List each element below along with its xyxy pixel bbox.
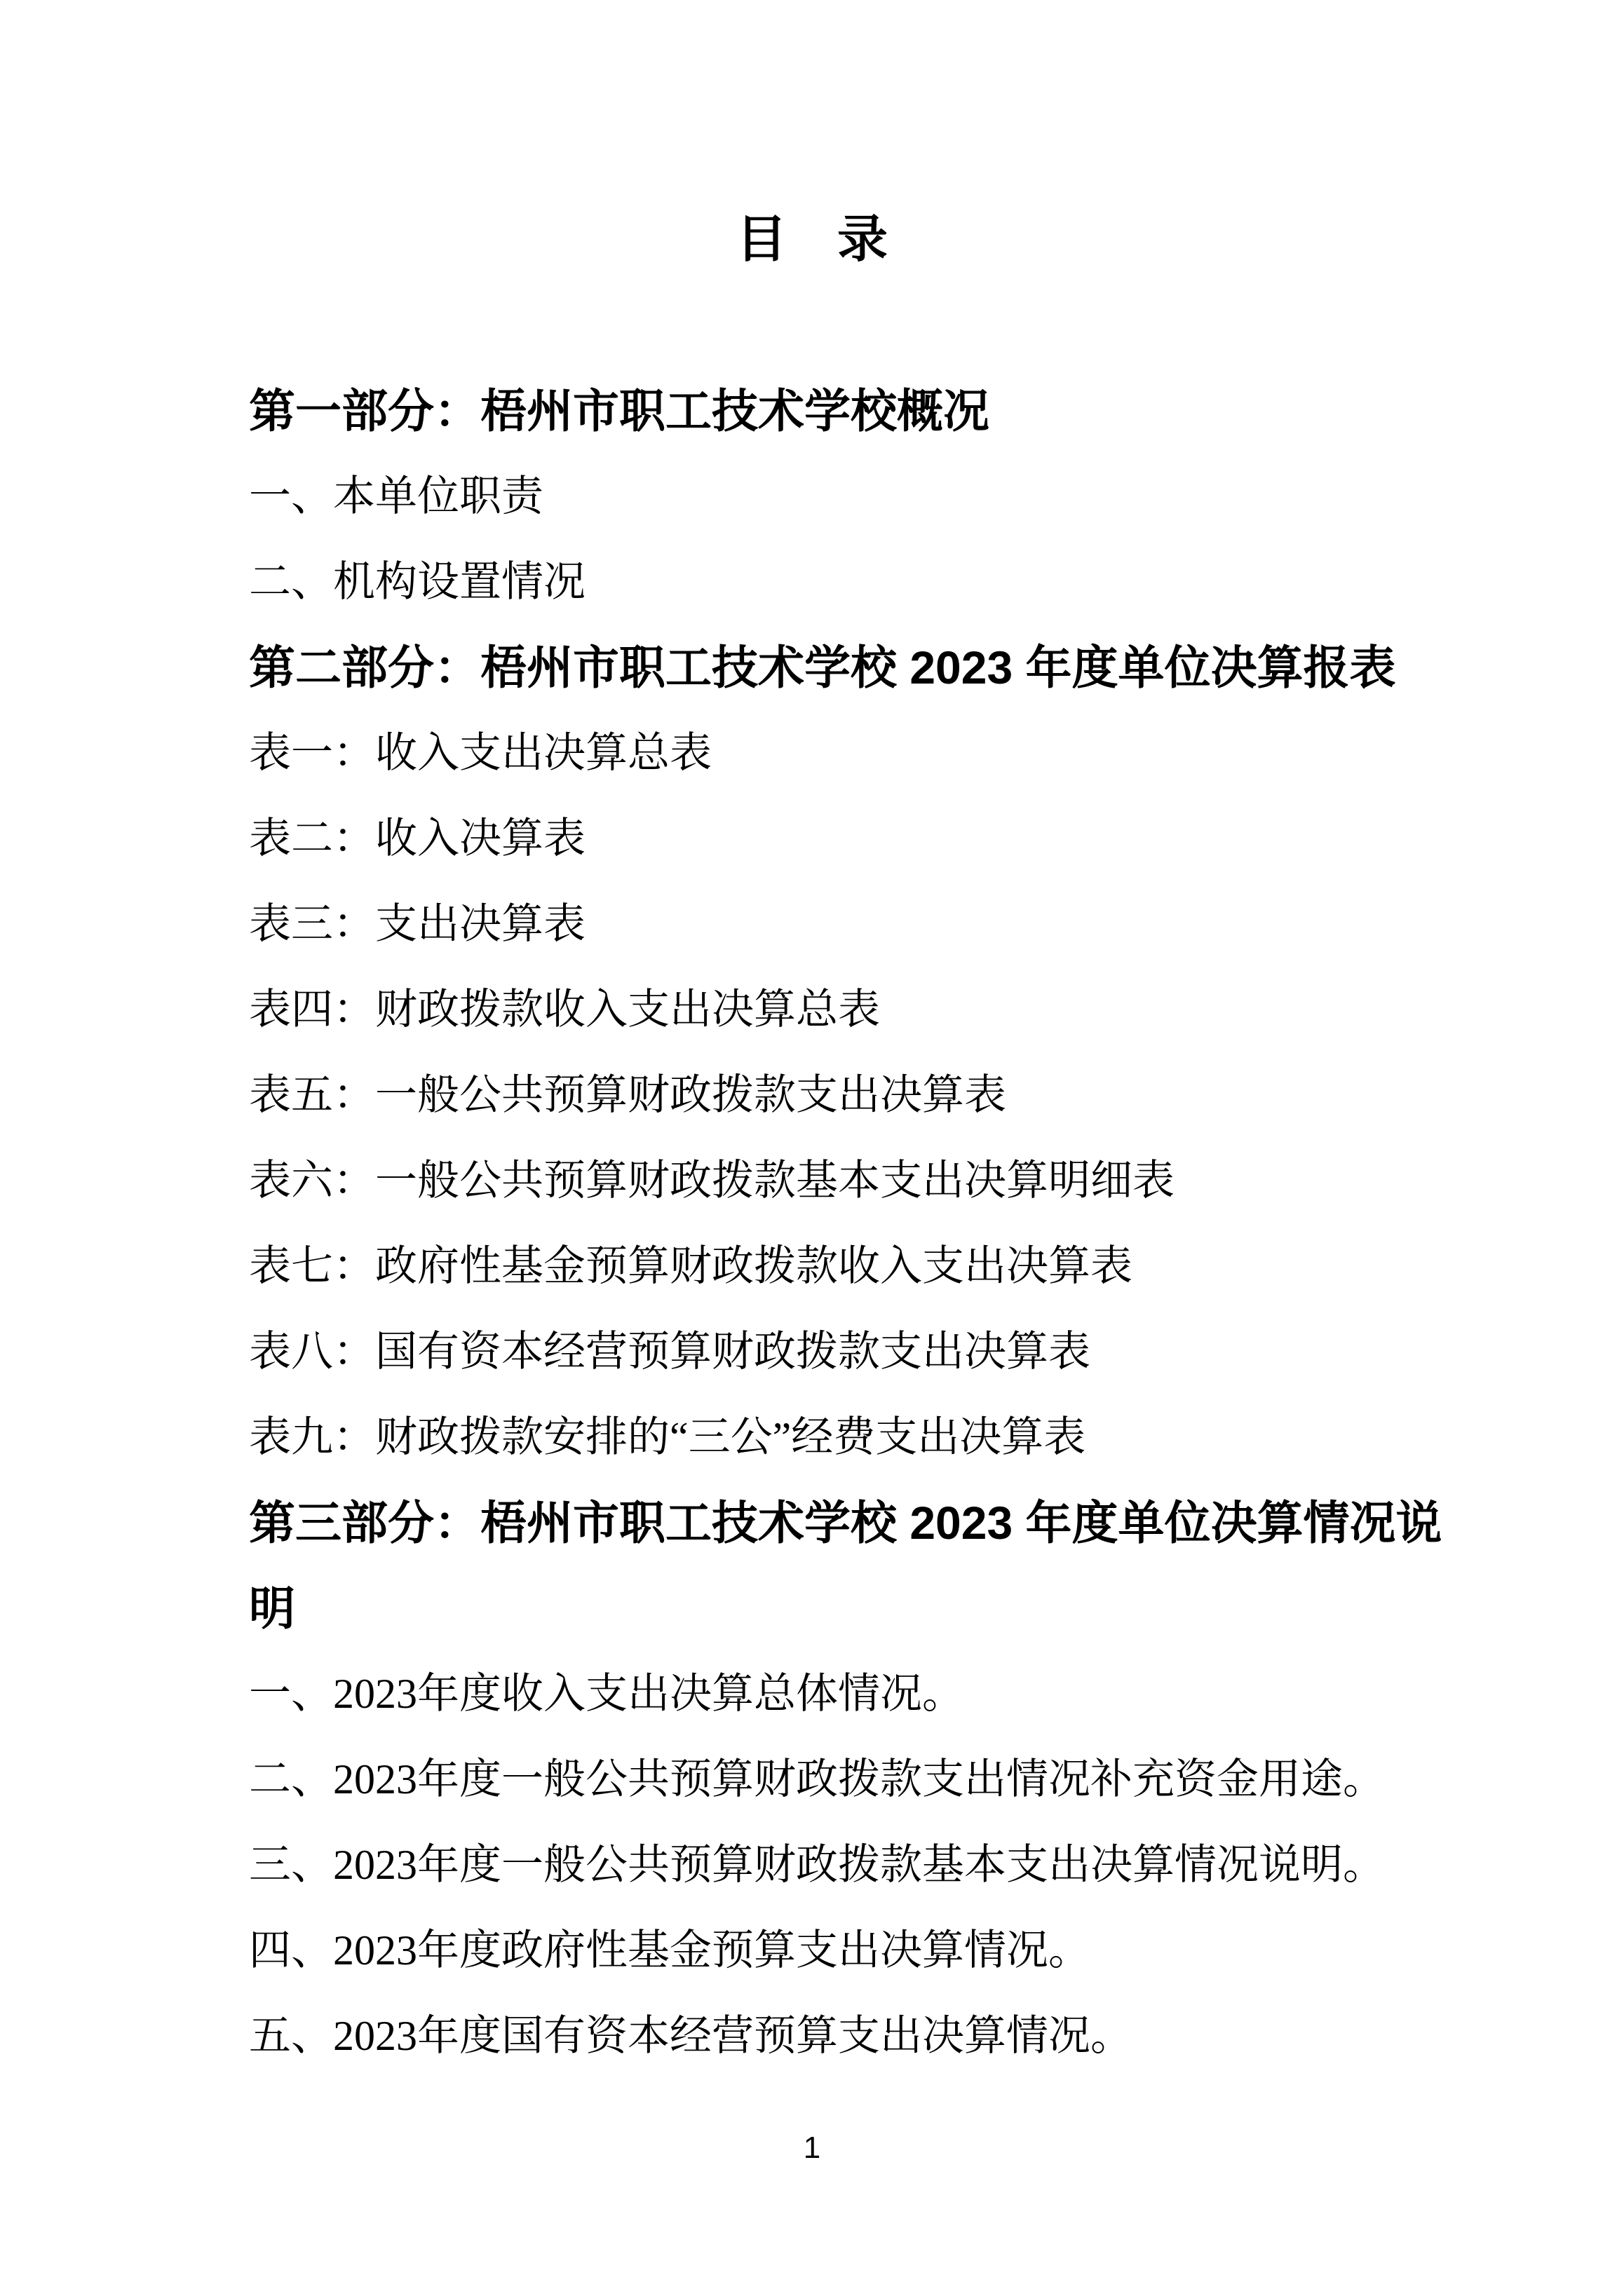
toc-part3-heading-line1: 第三部分：梧州市职工技术学校 2023 年度单位决算情况说 bbox=[249, 1497, 1442, 1549]
toc-entry: 一、2023年度收入支出决算总体情况。 bbox=[249, 1671, 964, 1717]
toc-part1-heading: 第一部分：梧州市职工技术学校概况 bbox=[249, 385, 989, 437]
page-title: 目 录 bbox=[736, 212, 888, 268]
toc-entry: 表八：国有资本经营预算财政拨款支出决算表 bbox=[249, 1329, 1090, 1375]
toc-entry: 五、2023年度国有资本经营预算支出决算情况。 bbox=[249, 2013, 1132, 2059]
toc-list bbox=[249, 368, 1442, 2079]
toc-entry: 二、2023年度一般公共预算财政拨款支出情况补充资金用途。 bbox=[249, 1756, 1385, 1802]
toc-entry: 表九：财政拨款安排的“三公”经费支出决算表 bbox=[249, 1414, 1086, 1460]
toc-entry: 四、2023年度政府性基金预算支出决算情况。 bbox=[249, 1927, 1090, 1974]
toc-entry: 表五：一般公共预算财政拨款支出决算表 bbox=[249, 1072, 1006, 1118]
page-number: 1 bbox=[803, 2131, 821, 2165]
toc-part3-heading-line2: 明 bbox=[249, 1582, 295, 1634]
toc-entry: 表二：收入决算表 bbox=[249, 815, 586, 862]
toc-entry: 表七：政府性基金预算财政拨款收入支出决算表 bbox=[249, 1243, 1132, 1289]
toc-entry: 二、机构设置情况 bbox=[249, 559, 586, 605]
toc-entry: 一、本单位职责 bbox=[249, 473, 543, 519]
toc-entry: 三、2023年度一般公共预算财政拨款基本支出决算情况说明。 bbox=[249, 1842, 1385, 1888]
toc-entry: 表三：支出决算表 bbox=[249, 901, 586, 947]
toc-entry: 表四：财政拨款收入支出决算总表 bbox=[249, 986, 880, 1033]
toc-entry: 表六：一般公共预算财政拨款基本支出决算明细表 bbox=[249, 1157, 1175, 1204]
toc-part2-heading: 第二部分：梧州市职工技术学校 2023 年度单位决算报表 bbox=[249, 641, 1396, 693]
toc-entry: 表一：收入支出决算总表 bbox=[249, 730, 712, 776]
